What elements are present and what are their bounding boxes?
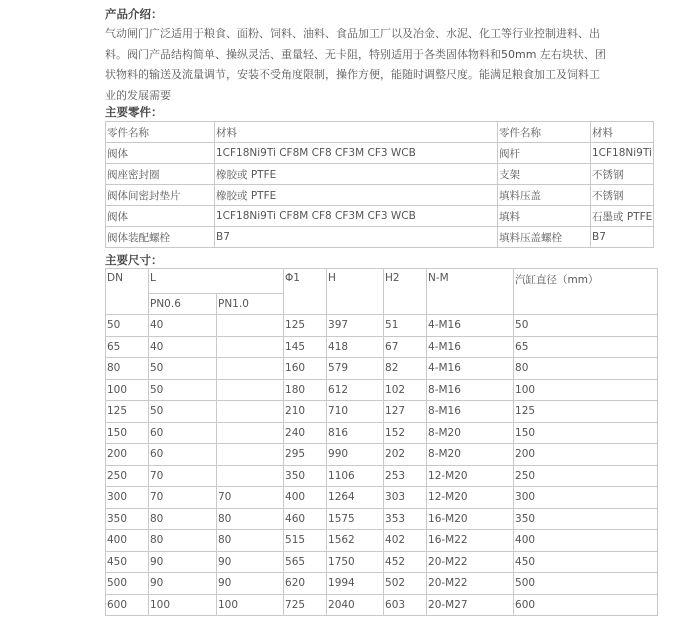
dimensions-cell: 127 xyxy=(384,401,427,423)
dimensions-cell: 70 xyxy=(149,487,217,509)
dimensions-cell: 82 xyxy=(384,358,427,380)
parts-cell: 阀体间密封垫片 xyxy=(106,185,215,206)
dimensions-cell: 400 xyxy=(514,530,658,552)
dimensions-cell: 60 xyxy=(149,444,217,466)
dimensions-cell: 500 xyxy=(514,573,658,595)
dimensions-cell: 100 xyxy=(217,594,284,616)
header-pn06: PN0.6 xyxy=(149,293,217,315)
dimensions-cell: 67 xyxy=(384,336,427,358)
dimensions-cell: 402 xyxy=(384,530,427,552)
dimensions-cell: 300 xyxy=(106,487,149,509)
dimensions-cell xyxy=(217,379,284,401)
parts-header-cell: 零件名称 xyxy=(106,122,215,143)
dimensions-cell: 60 xyxy=(149,422,217,444)
dimensions-cell xyxy=(217,422,284,444)
dimensions-cell: 250 xyxy=(514,465,658,487)
parts-row xyxy=(106,164,654,185)
parts-cell: 阀体 xyxy=(106,206,215,227)
dimensions-row xyxy=(106,336,658,358)
dimensions-cell: 40 xyxy=(149,336,217,358)
header-cylinder-diameter: 汽缸直径（mm） xyxy=(514,269,658,315)
dimensions-cell: 4-M16 xyxy=(427,358,514,380)
dimensions-row xyxy=(106,594,658,616)
dimensions-cell: 4-M16 xyxy=(427,315,514,337)
dimensions-cell: 90 xyxy=(149,551,217,573)
dimensions-cell: 502 xyxy=(384,573,427,595)
dimensions-cell: 816 xyxy=(327,422,384,444)
dimensions-cell xyxy=(217,315,284,337)
dimensions-cell: 50 xyxy=(149,358,217,380)
dimensions-cell: 460 xyxy=(284,508,327,530)
dimensions-cell: 1750 xyxy=(327,551,384,573)
dimensions-cell: 65 xyxy=(106,336,149,358)
intro-paragraph: 气动闸门广泛适用于粮食、面粉、饲料、油料、食品加工厂以及冶金、水泥、化工等行业控制进料、出料。阀门产品结构简单、操纵灵活、重量轻、无卡阻，特别适用于各类固体物料和50mm 左右块状、团状物料的输送及流量调节，安装不受角度限制，操作方便，能随时调整尺度。能满足粮食加工及饲料工业的发展需要 xyxy=(105,27,606,102)
parts-cell: 阀体装配螺栓 xyxy=(106,227,215,248)
dimensions-cell: 1994 xyxy=(327,573,384,595)
dimensions-cell: 450 xyxy=(514,551,658,573)
header-h: H xyxy=(327,269,384,315)
dimensions-cell: 100 xyxy=(149,594,217,616)
dimensions-cell: 1562 xyxy=(327,530,384,552)
dimensions-cell: 90 xyxy=(217,551,284,573)
parts-cell: 不锈钢 xyxy=(591,164,654,185)
dimensions-header-row xyxy=(106,269,658,294)
dimensions-cell: 1264 xyxy=(327,487,384,509)
dimensions-cell: 80 xyxy=(106,358,149,380)
dimensions-cell: 150 xyxy=(514,422,658,444)
parts-cell: B7 xyxy=(591,227,654,248)
parts-row xyxy=(106,143,654,164)
parts-cell: 填料压盖 xyxy=(498,185,591,206)
dimensions-cell: 50 xyxy=(149,401,217,423)
dimensions-row xyxy=(106,358,658,380)
dimensions-cell: 565 xyxy=(284,551,327,573)
header-l: L xyxy=(149,269,284,294)
dimensions-cell: 397 xyxy=(327,315,384,337)
parts-cell: 支架 xyxy=(498,164,591,185)
dimensions-cell: 12-M20 xyxy=(427,465,514,487)
parts-cell: B7 xyxy=(215,227,498,248)
dimensions-cell: 603 xyxy=(384,594,427,616)
parts-row xyxy=(106,227,654,248)
header-phi1: Φ1 xyxy=(284,269,327,315)
dimensions-cell: 725 xyxy=(284,594,327,616)
dimensions-cell: 253 xyxy=(384,465,427,487)
dimensions-cell xyxy=(217,401,284,423)
dimensions-cell: 102 xyxy=(384,379,427,401)
dimensions-cell: 20-M27 xyxy=(427,594,514,616)
dimensions-cell: 145 xyxy=(284,336,327,358)
dimensions-cell: 80 xyxy=(217,530,284,552)
dimensions-cell: 579 xyxy=(327,358,384,380)
dimensions-cell: 600 xyxy=(106,594,149,616)
dimensions-cell: 90 xyxy=(149,573,217,595)
dimensions-cell: 400 xyxy=(106,530,149,552)
parts-cell: 1CF18Ni9Ti CF8M CF8 CF3M CF3 WCB xyxy=(215,206,498,227)
dimensions-heading: 主要尺寸： xyxy=(105,253,163,267)
dimensions-cell: 50 xyxy=(106,315,149,337)
dimensions-cell: 70 xyxy=(217,487,284,509)
dimensions-cell xyxy=(217,358,284,380)
parts-header-cell: 材料 xyxy=(215,122,498,143)
parts-table xyxy=(105,121,654,248)
dimensions-cell: 300 xyxy=(514,487,658,509)
dimensions-cell: 12-M20 xyxy=(427,487,514,509)
dimensions-cell: 8-M16 xyxy=(427,401,514,423)
parts-header-cell: 材料 xyxy=(591,122,654,143)
dimensions-cell: 50 xyxy=(149,379,217,401)
dimensions-row xyxy=(106,551,658,573)
dimensions-cell: 515 xyxy=(284,530,327,552)
dimensions-cell: 450 xyxy=(106,551,149,573)
dimensions-cell: 152 xyxy=(384,422,427,444)
parts-heading: 主要零件： xyxy=(105,105,163,119)
dimensions-cell: 125 xyxy=(106,401,149,423)
parts-header-row xyxy=(106,122,654,143)
dimensions-cell: 2040 xyxy=(327,594,384,616)
dimensions-cell: 418 xyxy=(327,336,384,358)
dimensions-cell: 202 xyxy=(384,444,427,466)
dimensions-cell: 500 xyxy=(106,573,149,595)
dimensions-cell: 20-M22 xyxy=(427,551,514,573)
header-n-m: N-M xyxy=(427,269,514,315)
dimensions-cell: 125 xyxy=(284,315,327,337)
parts-cell: 1CF18Ni9Ti xyxy=(591,143,654,164)
dimensions-cell xyxy=(217,444,284,466)
dimensions-row xyxy=(106,422,658,444)
dimensions-cell: 400 xyxy=(284,487,327,509)
parts-cell: 阀体 xyxy=(106,143,215,164)
dimensions-cell: 180 xyxy=(284,379,327,401)
dimensions-cell: 70 xyxy=(149,465,217,487)
parts-cell: 阀座密封圈 xyxy=(106,164,215,185)
header-h2: H2 xyxy=(384,269,427,315)
dimensions-cell: 51 xyxy=(384,315,427,337)
dimensions-cell: 240 xyxy=(284,422,327,444)
dimensions-cell: 612 xyxy=(327,379,384,401)
dimensions-cell: 8-M16 xyxy=(427,379,514,401)
dimensions-cell: 90 xyxy=(217,573,284,595)
dimensions-cell: 50 xyxy=(514,315,658,337)
dimensions-cell: 250 xyxy=(106,465,149,487)
dimensions-cell: 80 xyxy=(217,508,284,530)
dimensions-row xyxy=(106,530,658,552)
parts-cell: 1CF18Ni9Ti CF8M CF8 CF3M CF3 WCB xyxy=(215,143,498,164)
dimensions-row xyxy=(106,401,658,423)
dimensions-cell: 80 xyxy=(149,508,217,530)
dimensions-cell: 160 xyxy=(284,358,327,380)
dimensions-cell: 65 xyxy=(514,336,658,358)
dimensions-cell: 990 xyxy=(327,444,384,466)
dimensions-row xyxy=(106,315,658,337)
header-dn: DN xyxy=(106,269,149,315)
dimensions-row xyxy=(106,379,658,401)
dimensions-cell: 353 xyxy=(384,508,427,530)
dimensions-cell: 710 xyxy=(327,401,384,423)
dimensions-row xyxy=(106,487,658,509)
dimensions-cell: 100 xyxy=(106,379,149,401)
parts-cell: 不锈钢 xyxy=(591,185,654,206)
dimensions-cell: 40 xyxy=(149,315,217,337)
dimensions-cell: 100 xyxy=(514,379,658,401)
dimensions-row xyxy=(106,508,658,530)
dimensions-cell: 620 xyxy=(284,573,327,595)
dimensions-cell: 600 xyxy=(514,594,658,616)
parts-cell: 橡胶或 PTFE xyxy=(215,164,498,185)
dimensions-cell: 80 xyxy=(149,530,217,552)
parts-row xyxy=(106,206,654,227)
dimensions-cell: 1106 xyxy=(327,465,384,487)
parts-cell: 石墨或 PTFE xyxy=(591,206,654,227)
dimensions-cell: 80 xyxy=(514,358,658,380)
dimensions-cell: 16-M22 xyxy=(427,530,514,552)
dimensions-cell: 1575 xyxy=(327,508,384,530)
dimensions-table xyxy=(105,268,658,616)
dimensions-cell: 16-M20 xyxy=(427,508,514,530)
dimensions-cell: 210 xyxy=(284,401,327,423)
dimensions-cell: 295 xyxy=(284,444,327,466)
dimensions-cell: 125 xyxy=(514,401,658,423)
dimensions-cell: 200 xyxy=(106,444,149,466)
parts-header-cell: 零件名称 xyxy=(498,122,591,143)
dimensions-row xyxy=(106,573,658,595)
parts-row xyxy=(106,185,654,206)
dimensions-cell: 452 xyxy=(384,551,427,573)
dimensions-cell: 4-M16 xyxy=(427,336,514,358)
dimensions-cell xyxy=(217,336,284,358)
dimensions-cell: 150 xyxy=(106,422,149,444)
intro-heading: 产品介绍： xyxy=(105,7,163,21)
header-pn10: PN1.0 xyxy=(217,293,284,315)
dimensions-cell xyxy=(217,465,284,487)
dimensions-cell: 200 xyxy=(514,444,658,466)
parts-cell: 阀杆 xyxy=(498,143,591,164)
dimensions-cell: 303 xyxy=(384,487,427,509)
parts-cell: 填料 xyxy=(498,206,591,227)
dimensions-cell: 350 xyxy=(284,465,327,487)
dimensions-cell: 8-M20 xyxy=(427,444,514,466)
dimensions-cell: 350 xyxy=(106,508,149,530)
dimensions-cell: 8-M20 xyxy=(427,422,514,444)
parts-cell: 填料压盖螺栓 xyxy=(498,227,591,248)
dimensions-row xyxy=(106,465,658,487)
dimensions-cell: 350 xyxy=(514,508,658,530)
dimensions-cell: 20-M22 xyxy=(427,573,514,595)
dimensions-row xyxy=(106,444,658,466)
parts-cell: 橡胶或 PTFE xyxy=(215,185,498,206)
